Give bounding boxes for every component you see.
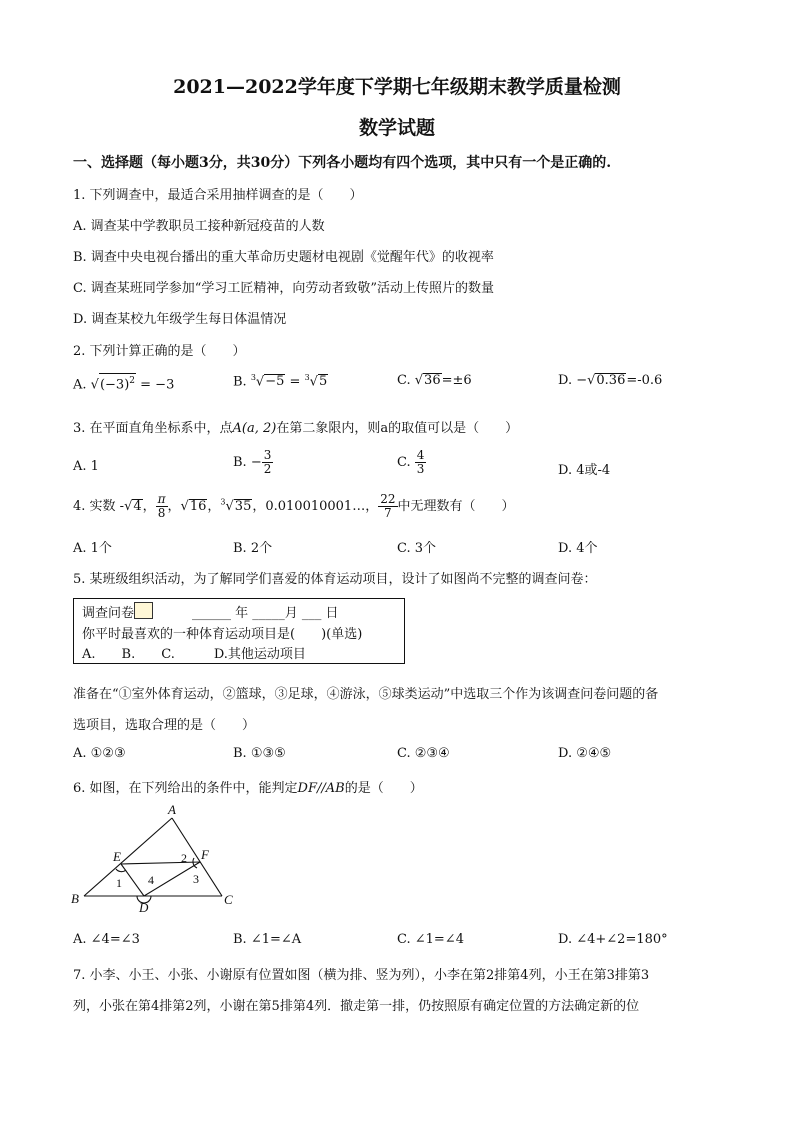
q6-relation: DF//AB <box>297 781 345 796</box>
q1-option-a: A. 调查某中学教职员工接种新冠疫苗的人数 <box>73 219 325 234</box>
q4-stem: 4. 实数 -√4， $\frac{\pi}{8}$ ，√16，$^3$√35，0.010010001…， $\frac{22}{7}$ 中无理数有（ ） <box>73 492 515 520</box>
q2-d-label: D. <box>558 373 573 388</box>
q5-option-b: B. ①③⑤ <box>233 746 286 761</box>
q5-option-d: D. ②④⑤ <box>558 746 612 761</box>
q4-option-a: A. 1个 <box>73 541 112 556</box>
q7-line-1: 7. 小李、小王、小张、小谢原有位置如图（横为排、竖为列），小李在第2排第4列，小王在第3排第3 <box>73 968 650 983</box>
q4-option-b: B. 2个 <box>233 541 273 556</box>
q2-option-c: C. √36=±6 <box>397 373 472 388</box>
questionnaire-title: 调查问卷 <box>82 606 135 621</box>
q4-option-d: D. 4个 <box>558 541 598 556</box>
q3-option-a: A. 1 <box>73 459 99 474</box>
q3-c-label: C. <box>397 455 411 470</box>
section-heading: 一、选择题（每小题3分，共30分）下列各小题均有四个选项，其中只有一个是正确的. <box>73 155 612 171</box>
q1-stem: 1. 下列调查中，最适合采用抽样调查的是（ ） <box>73 188 363 203</box>
vertex-label-d: D <box>139 900 149 915</box>
q5-stem: 5. 某班级组织活动，为了解同学们喜爱的体育运动项目，设计了如图尚不完整的调查问卷： <box>73 572 597 587</box>
blank-square-icon <box>134 602 153 619</box>
questionnaire-line-1 <box>82 602 339 621</box>
q5-para-2: 选项目，选取合理的是（ ） <box>73 718 256 733</box>
q4-option-c: C. 3个 <box>397 541 437 556</box>
q5-option-c: C. ②③④ <box>397 746 450 761</box>
q5-option-a: A. ①②③ <box>73 746 126 761</box>
q2-b-label: B. <box>233 374 247 390</box>
q3-stem-pre: 3. 在平面直角坐标系中，点 <box>73 421 233 436</box>
q2-a-result: = −3 <box>140 377 175 393</box>
angle-label-3: 3 <box>193 872 199 886</box>
q6-option-b: B. ∠1=∠A <box>233 932 302 947</box>
q2-a-radicand: $(-3)^2$ <box>99 373 136 392</box>
triangle-figure <box>66 800 246 918</box>
questionnaire-box <box>73 598 405 664</box>
q6-option-a: A. ∠4=∠3 <box>73 932 140 947</box>
q4-stem-post: 中无理数有（ ） <box>397 499 515 514</box>
q3-b-label: B. <box>233 455 247 470</box>
q1-option-d: D. 调查某校九年级学生每日体温情况 <box>73 312 287 327</box>
q2-c-label: C. <box>397 373 411 388</box>
q2-stem: 2. 下列计算正确的是（ ） <box>73 344 246 359</box>
vertex-label-c: C <box>224 892 233 907</box>
questionnaire-line-3: A. B. C. D.其他运动项目 <box>82 647 306 662</box>
q3-option-d: D. 4或-4 <box>558 463 611 478</box>
vertex-label-e: E <box>113 849 121 864</box>
vertex-label-b: B <box>71 891 79 906</box>
q3-option-c: C. $\frac{4}{3}$ <box>397 448 425 476</box>
q2-d-result: =-0.6 <box>626 373 663 388</box>
questionnaire-date: ______ 年 _____月 ___ 日 <box>192 606 339 621</box>
vertex-label-f: F <box>201 847 209 862</box>
q5-para-1: 准备在“①室外体育运动，②篮球，③足球，④游泳，⑤球类运动”中选取三个作为该调查问卷问题的备 <box>73 687 659 702</box>
angle-label-1: 1 <box>116 876 122 890</box>
q2-option-d: D. −√0.36=-0.6 <box>558 373 663 388</box>
angle-label-2: 2 <box>181 851 187 865</box>
q6-stem-pre: 6. 如图，在下列给出的条件中，能判定 <box>73 781 298 796</box>
q6-option-c: C. ∠1=∠4 <box>397 932 464 947</box>
q3-option-b: B. − $\frac{3}{2}$ <box>233 448 272 476</box>
q3-stem-post: 在第二象限内，则a的取值可以是（ ） <box>276 421 519 436</box>
sqrt-icon: √ <box>90 377 99 393</box>
angle-label-4: 4 <box>148 873 154 887</box>
q1-option-c: C. 调查某班同学参加“学习工匠精神，向劳动者致敬”活动上传照片的数量 <box>73 281 495 296</box>
vertex-label-a: A <box>168 802 176 817</box>
questionnaire-line-2: 你平时最喜欢的一种体育运动项目是( )(单选) <box>82 627 363 642</box>
q1-option-b: B. 调查中央电视台播出的重大革命历史题材电视剧《觉醒年代》的收视率 <box>73 250 494 265</box>
q2-a-label: A. <box>73 377 87 393</box>
exam-subtitle: 数学试题 <box>358 117 435 139</box>
q6-option-d: D. ∠4+∠2=180° <box>558 932 668 947</box>
q4-stem-mid: 0.010010001… <box>265 499 366 514</box>
q2-option-a <box>73 373 174 392</box>
exam-title: 2021—2022学年度下学期七年级期末教学质量检测 <box>173 76 621 98</box>
q6-stem-post: 的是（ ） <box>344 781 423 796</box>
q2-c-result: =±6 <box>441 373 472 388</box>
q7-line-2: 列，小张在第4排第2列，小谢在第5排第4列．撤走第一排，仍按照原有确定位置的方法确定新的位 <box>73 999 640 1014</box>
q3-point: A(a, 2) <box>232 421 277 436</box>
q2-option-b: B. $^3$√−5 = $^3$√5 <box>233 373 328 390</box>
q4-stem-pre: 4. 实数 - <box>73 499 125 514</box>
q6-stem <box>73 777 423 796</box>
q3-stem <box>73 417 518 436</box>
